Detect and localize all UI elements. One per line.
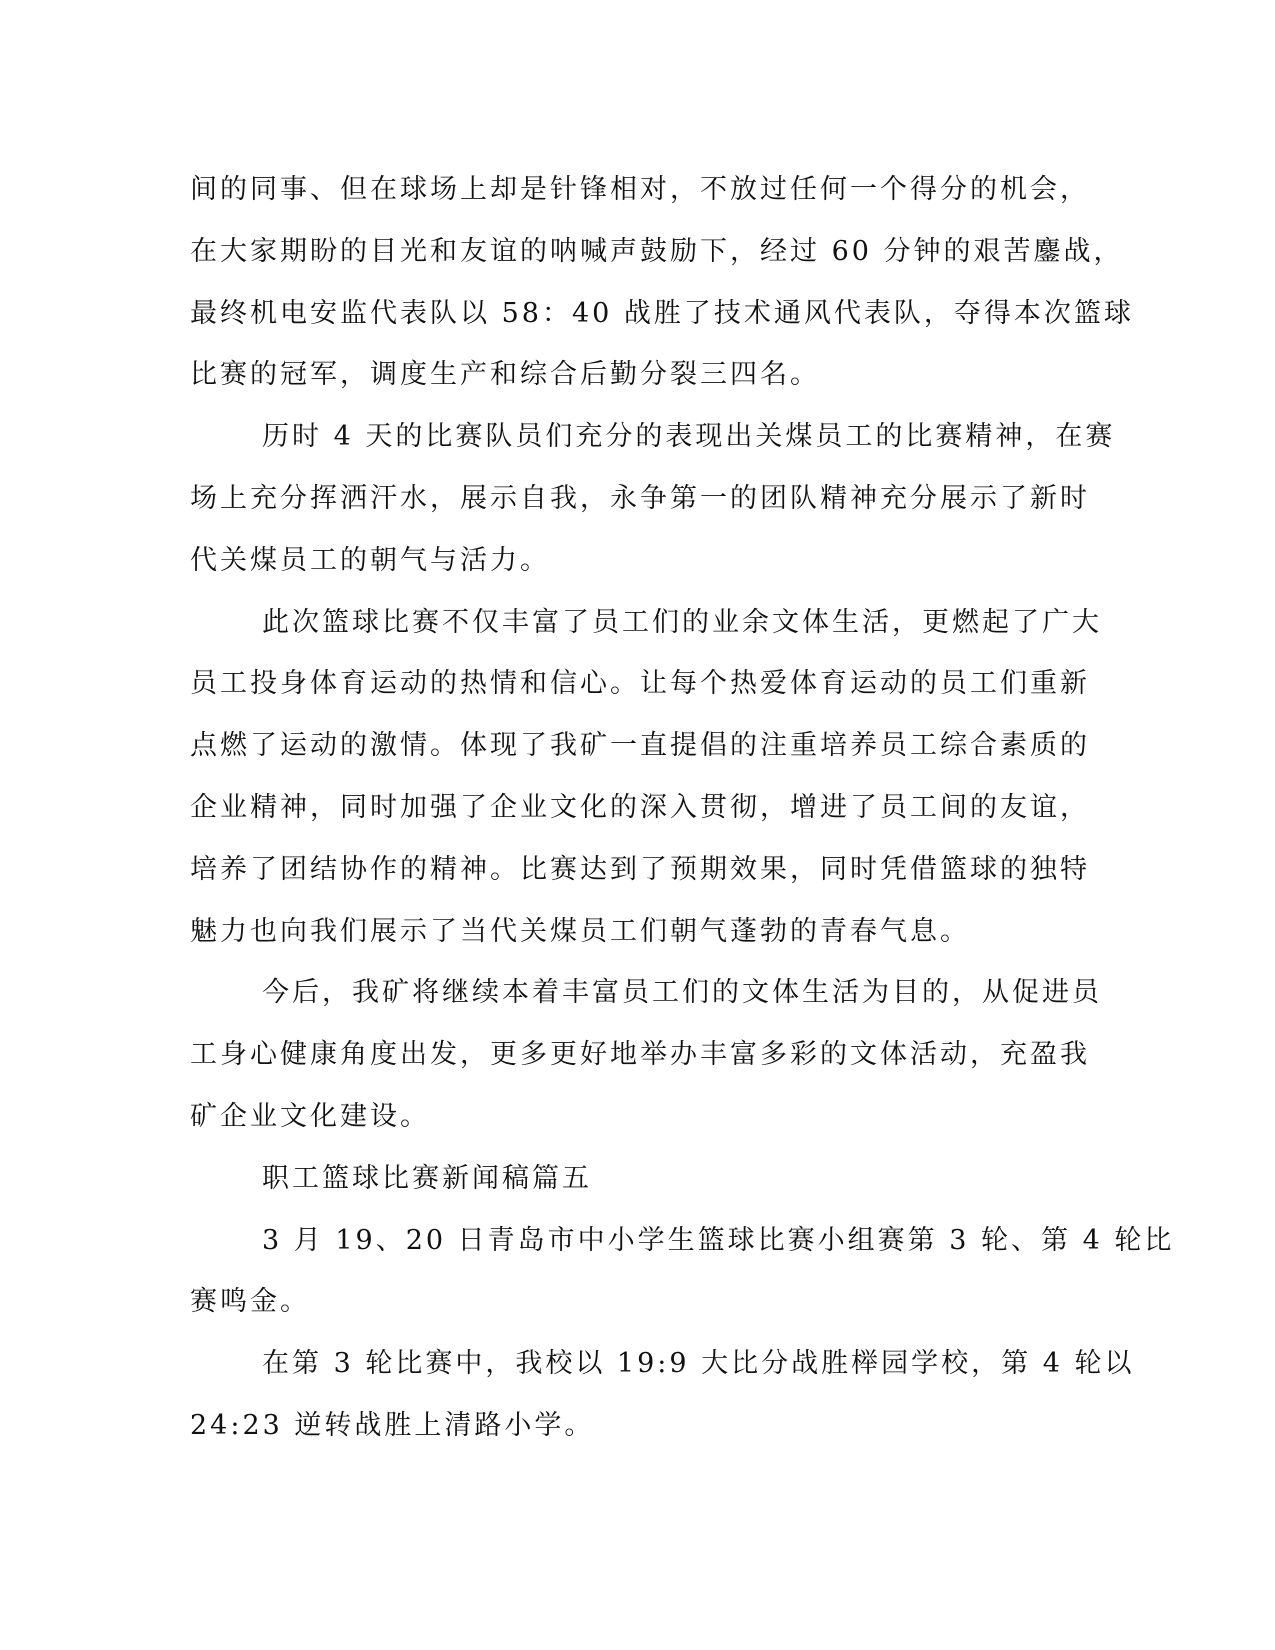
text-line: 企业精神，同时加强了企业文化的深入贯彻，增进了员工间的友谊， bbox=[190, 791, 1090, 823]
text-line: 代关煤员工的朝气与活力。 bbox=[190, 544, 550, 576]
text-line: 矿企业文化建设。 bbox=[190, 1100, 430, 1132]
text-line: 培养了团结协作的精神。比赛达到了预期效果，同时凭借篮球的独特 bbox=[190, 853, 1090, 885]
document-body bbox=[190, 159, 1175, 1457]
text-line: 最终机电安监代表队以 58：40 战胜了技术通风代表队，夺得本次篮球 bbox=[190, 297, 1134, 329]
paragraph-first-line: 历时 4 天的比赛队员们充分的表现出关煤员工的比赛精神，在赛 bbox=[262, 421, 1116, 453]
text-line: 工身心健康角度出发，更多更好地举办丰富多彩的文体活动，充盈我 bbox=[190, 1039, 1090, 1071]
paragraph-first-line: 今后，我矿将继续本着丰富员工们的文体生活为目的，从促进员 bbox=[262, 977, 1102, 1009]
text-line: 场上充分挥洒汗水，展示自我，永争第一的团队精神充分展示了新时 bbox=[190, 482, 1090, 514]
text-line: 员工投身体育运动的热情和信心。让每个热爱体育运动的员工们重新 bbox=[190, 668, 1090, 700]
text-line: 24:23 逆转战胜上清路小学。 bbox=[190, 1409, 595, 1441]
paragraph-first-line: 在第 3 轮比赛中，我校以 19:9 大比分战胜榉园学校，第 4 轮以 bbox=[262, 1348, 1135, 1380]
section-heading: 职工篮球比赛新闻稿篇五 bbox=[262, 1162, 592, 1194]
text-line: 比赛的冠军，调度生产和综合后勤分裂三四名。 bbox=[190, 359, 820, 391]
paragraph-first-line: 3 月 19、20 日青岛市中小学生篮球比赛小组赛第 3 轮、第 4 轮比 bbox=[262, 1224, 1175, 1256]
text-line: 在大家期盼的目光和友谊的呐喊声鼓励下，经过 60 分钟的艰苦鏖战， bbox=[190, 235, 1124, 267]
text-line: 魅力也向我们展示了当代关煤员工们朝气蓬勃的青春气息。 bbox=[190, 915, 970, 947]
text-line: 间的同事、但在球场上却是针锋相对，不放过任何一个得分的机会， bbox=[190, 174, 1090, 205]
paragraph-first-line: 此次篮球比赛不仅丰富了员工们的业余文体生活，更燃起了广大 bbox=[262, 606, 1102, 638]
text-line: 点燃了运动的激情。体现了我矿一直提倡的注重培养员工综合素质的 bbox=[190, 730, 1090, 762]
text-line: 赛鸣金。 bbox=[190, 1286, 310, 1318]
